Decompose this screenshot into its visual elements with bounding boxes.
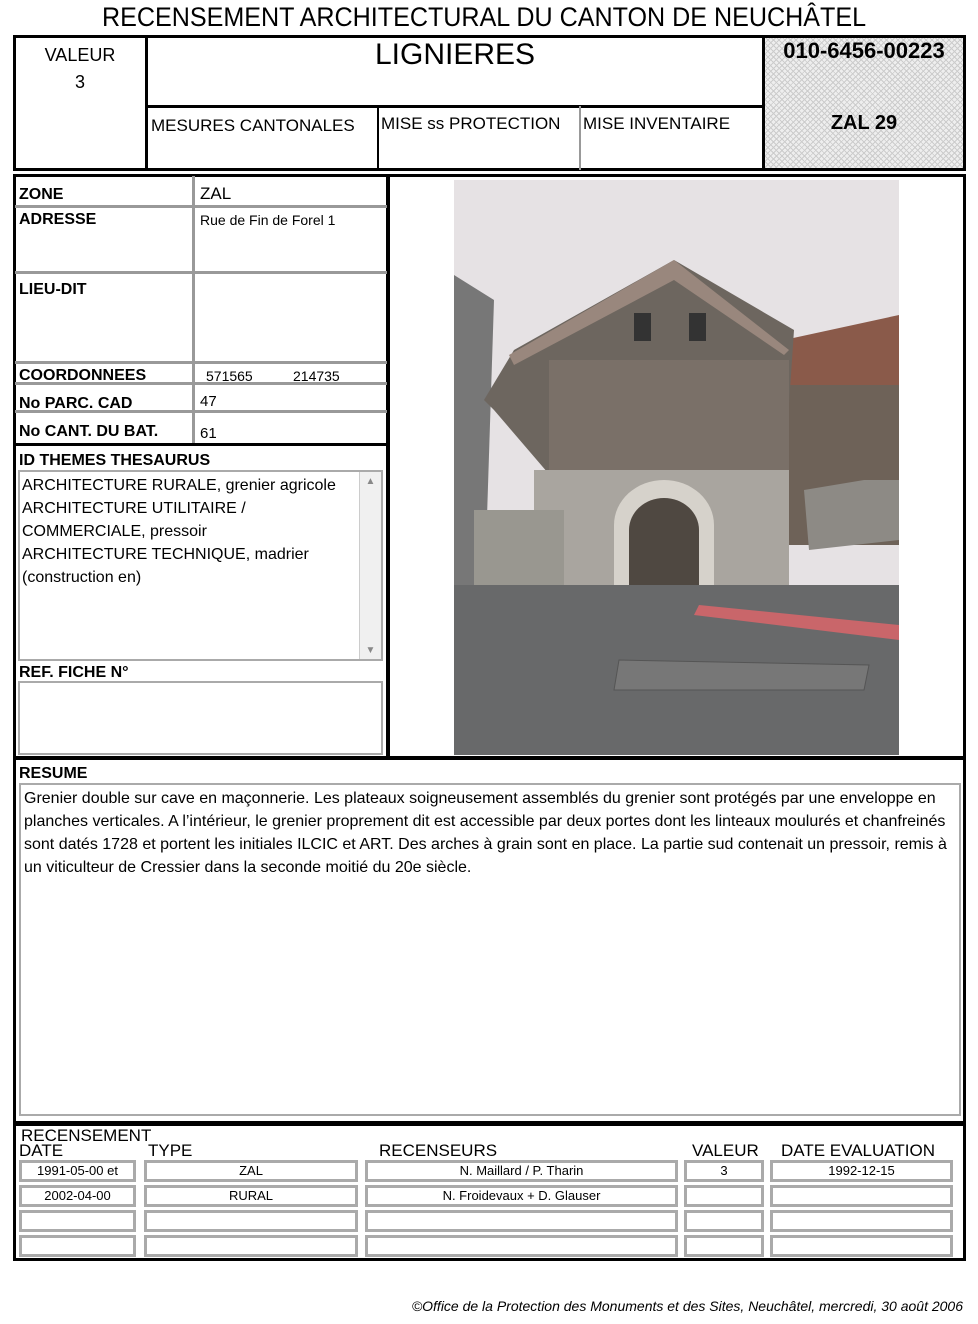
recensement-cell-date-evaluation[interactable] — [770, 1235, 953, 1257]
recensement-cell-type[interactable] — [144, 1210, 358, 1232]
mise-inventaire-label: MISE INVENTAIRE — [583, 114, 731, 133]
valeur-value: 3 — [74, 72, 85, 92]
thesaurus-label: ID THEMES THESAURUS — [19, 452, 211, 469]
commune-name: LIGNIERES — [374, 38, 536, 71]
zone-code: ZAL 29 — [830, 112, 898, 134]
coord-x: 571565 — [206, 368, 253, 382]
scroll-up-icon[interactable]: ▲ — [365, 476, 376, 487]
col-valeur: VALEUR — [692, 1141, 759, 1160]
recensement-cell-valeur[interactable] — [684, 1235, 764, 1257]
parc-value: 47 — [200, 393, 217, 410]
coordonnees-label: COORDONNEES — [19, 367, 147, 382]
adresse-value: Rue de Fin de Forel 1 — [200, 212, 336, 228]
recensement-label: RECENSEMENT — [21, 1126, 152, 1145]
recensement-cell-recenseurs[interactable]: N. Froidevaux + D. Glauser — [365, 1185, 678, 1207]
recensement-cell-valeur[interactable] — [684, 1185, 764, 1207]
col-type: TYPE — [148, 1141, 193, 1160]
zone-value: ZAL — [200, 184, 232, 203]
record-id: 010-6456-00223 — [783, 38, 945, 63]
scrollbar[interactable] — [359, 472, 381, 659]
col-date: DATE — [19, 1141, 64, 1160]
recensement-cell-date-evaluation[interactable]: 1992-12-15 — [770, 1160, 953, 1182]
resume-label: RESUME — [19, 765, 88, 782]
recensement-cell-date[interactable] — [19, 1210, 136, 1232]
thesaurus-textarea[interactable] — [18, 470, 383, 661]
recensement-cell-valeur[interactable] — [684, 1210, 764, 1232]
resume-text: Grenier double sur cave en maçonnerie. Les plateaux soigneusement assemblés du grenier sont protégés par une enveloppe en planches verticales. A l’intérieur, le grenier proprement dit est accessible par deux portes dont les linteaux moulurés et chanfreinés sont datés 1728 et portent les initiales ILCIC et ART. Des arches à grain sont en place. La partie sud contenait un pressoir, remis à un viticulteur de Cressier dans la seconde moitié du 20e siècle. — [24, 790, 947, 876]
zone-label: ZONE — [19, 186, 64, 203]
cant-value: 61 — [200, 425, 217, 442]
document-title: RECENSEMENT ARCHITECTURAL DU CANTON DE NEUCHÂTEL — [101, 2, 867, 32]
building-photo — [454, 180, 899, 755]
recensement-cell-recenseurs[interactable] — [365, 1210, 678, 1232]
ref-fiche-field[interactable] — [18, 681, 383, 755]
adresse-label: ADRESSE — [19, 211, 97, 228]
ref-fiche-label: REF. FICHE N° — [19, 664, 129, 681]
scroll-down-icon[interactable]: ▼ — [365, 645, 376, 656]
recensement-cell-type[interactable] — [144, 1235, 358, 1257]
recensement-cell-date[interactable]: 2002-04-00 — [19, 1185, 136, 1207]
footer-copyright: ©Office de la Protection des Monuments et des Sites, Neuchâtel, mercredi, 30 août 2006 — [411, 1298, 963, 1314]
recensement-cell-type[interactable]: ZAL — [144, 1160, 358, 1182]
parc-label: No PARC. CAD — [19, 395, 133, 410]
recensement-cell-date[interactable] — [19, 1235, 136, 1257]
lieu-dit-label: LIEU-DIT — [19, 281, 87, 298]
recensement-cell-date-evaluation[interactable] — [770, 1185, 953, 1207]
resume-field[interactable] — [19, 783, 961, 1116]
cant-label: No CANT. DU BAT. — [19, 423, 159, 440]
recensement-cell-valeur[interactable]: 3 — [684, 1160, 764, 1182]
thesaurus-text: ARCHITECTURE RURALE, grenier agricole ARCHITECTURE UTILITAIRE / COMMERCIALE, pressoir ARCHITECTURE TECHNIQUE, madrier (construction en) — [22, 477, 336, 586]
coord-y: 214735 — [293, 368, 340, 382]
valeur-label: VALEUR — [44, 45, 116, 65]
mise-protection-label: MISE ss PROTECTION — [381, 114, 561, 133]
recensement-cell-recenseurs[interactable] — [365, 1235, 678, 1257]
col-recenseurs: RECENSEURS — [379, 1141, 498, 1160]
recensement-cell-recenseurs[interactable]: N. Maillard / P. Tharin — [365, 1160, 678, 1182]
mesures-cantonales-label: MESURES CANTONALES — [151, 116, 355, 135]
recensement-cell-type[interactable]: RURAL — [144, 1185, 358, 1207]
col-date-evaluation: DATE EVALUATION — [781, 1141, 935, 1160]
recensement-cell-date[interactable]: 1991-05-00 et — [19, 1160, 136, 1182]
recensement-cell-date-evaluation[interactable] — [770, 1210, 953, 1232]
